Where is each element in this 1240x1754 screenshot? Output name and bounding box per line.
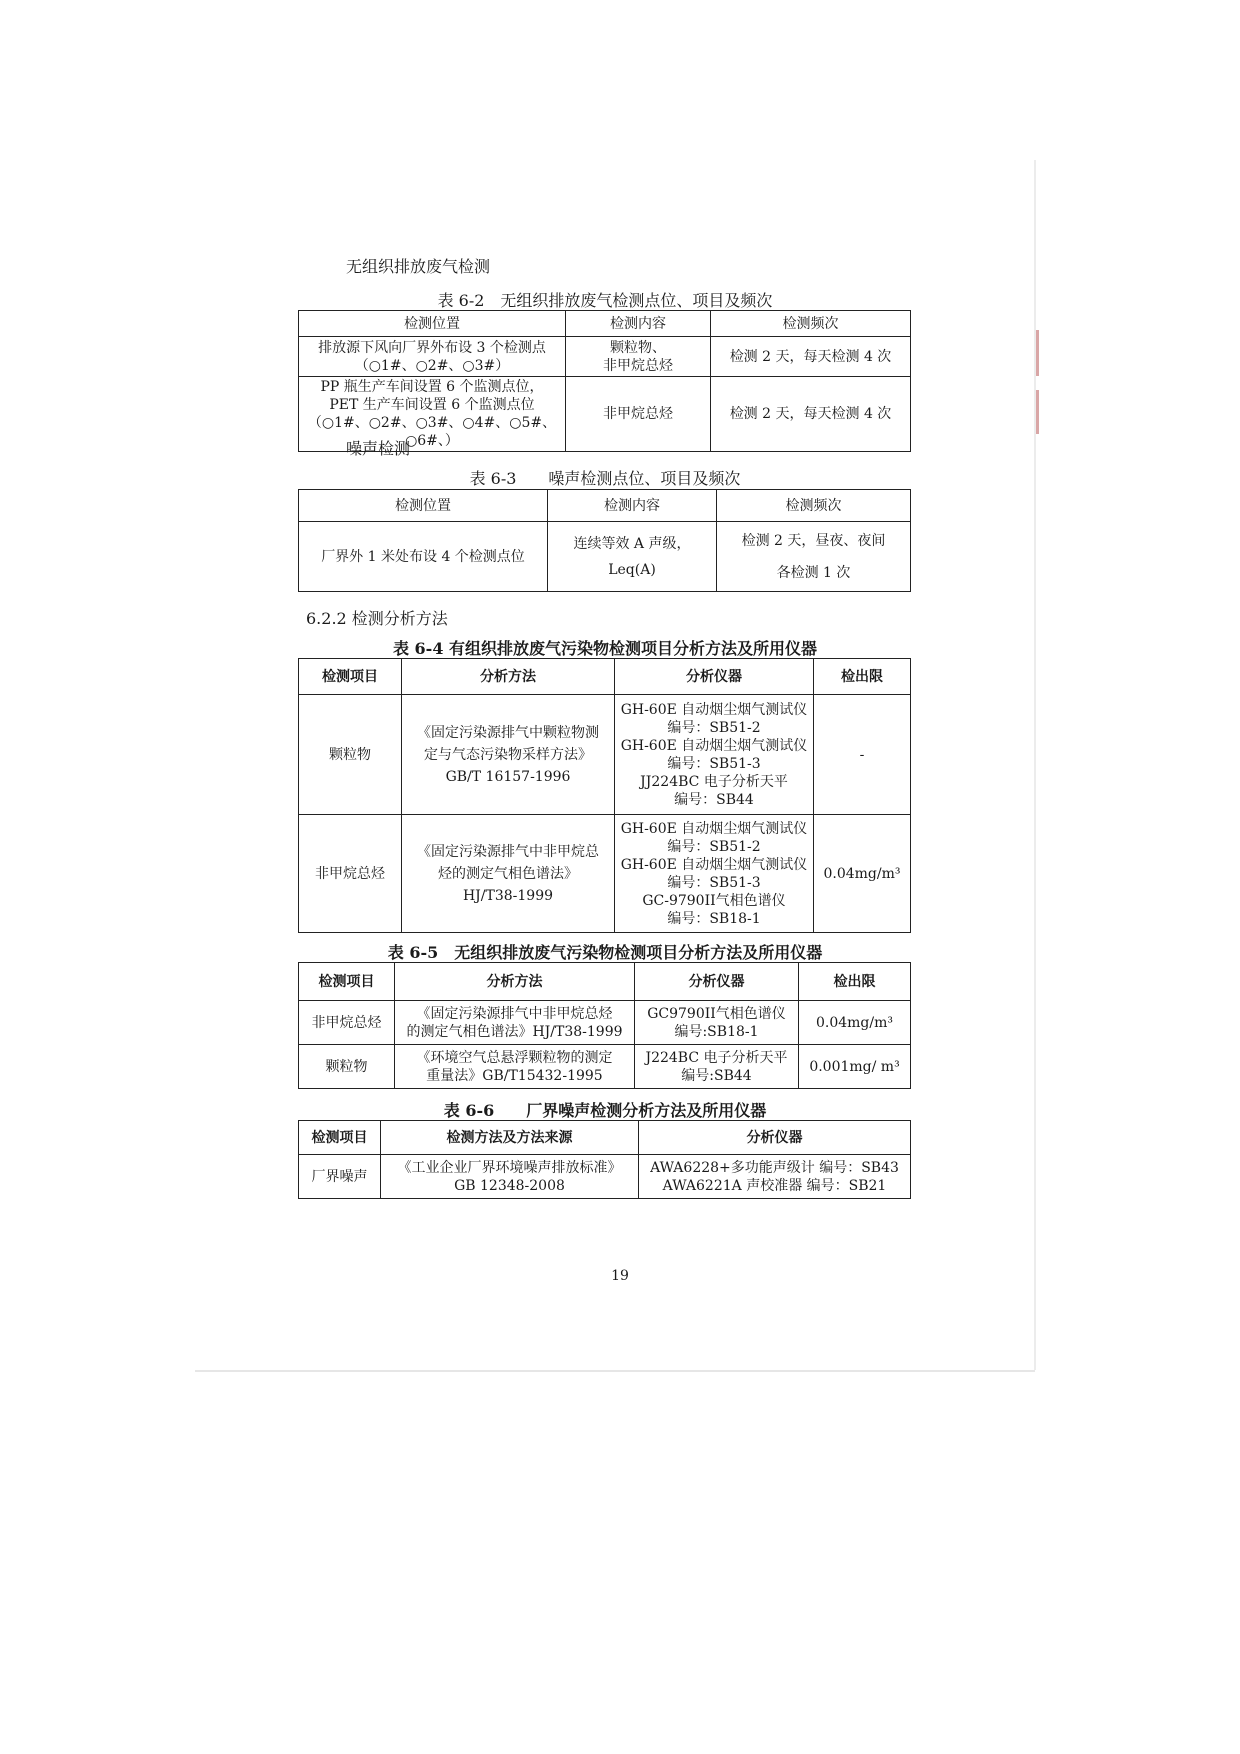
content-cell [548,522,717,592]
table-6-3-caption: 表 6-3 噪声检测点位、项目及频次 [469,469,741,488]
cell-text: 编号：SB51-3 [667,874,761,891]
cell-text: GB/T 16157-1996 [445,768,571,785]
instrument-cell [635,1045,799,1089]
cell-text: 排放源下风向厂界外布设 3 个检测点 [318,339,546,356]
table-row [299,522,911,592]
limit-cell: 0.001mg/ m³ [799,1045,911,1089]
table-row [299,815,911,933]
cell-text: HJ/T38-1999 [462,887,554,904]
cell-text: 重量法》GB/T15432-1995 [426,1067,603,1084]
table-6-4 [298,658,911,933]
cell-text: 编号:SB18-1 [674,1023,759,1040]
instrument-cell [615,695,814,815]
page-number: 19 [611,1268,629,1284]
cell-text: 编号：SB51-2 [667,838,761,855]
cell-text: 《固定污染源排气中非甲烷总 [417,843,599,860]
table-6-4-header: 分析仪器 [615,659,814,695]
section-heading-6-2-2: 6.2.2 检测分析方法 [306,609,448,628]
limit-cell: 0.04mg/m³ [799,1001,911,1045]
method-cell [395,1045,635,1089]
table-6-2-header: 检测频次 [711,311,911,337]
method-cell [402,815,615,933]
table-6-6 [298,1120,911,1199]
table-6-5-header: 检出限 [799,963,911,1001]
method-cell [402,695,615,815]
location-cell [299,377,566,452]
cell-text: 连续等效 A 声级， [573,535,691,552]
cell-text: 《环境空气总悬浮颗粒物的测定 [416,1049,613,1066]
cell-text: GH-60E 自动烟尘烟气测试仪 [620,820,808,837]
cell-text: 编号：SB51-3 [667,755,761,772]
table-6-6-header: 分析仪器 [639,1121,911,1155]
cell-text: 《固定污染源排气中颗粒物测 [417,724,599,741]
section-heading-noise: 噪声检测 [346,439,411,458]
cell-text: GH-60E 自动烟尘烟气测试仪 [620,856,808,873]
content-cell [566,377,711,452]
cell-text: J224BC 电子分析天平 [645,1049,788,1066]
table-6-6-caption: 表 6-6 厂界噪声检测分析方法及所用仪器 [443,1101,767,1120]
table-6-3-header: 检测内容 [548,490,717,522]
cell-text: GC9790II气相色谱仪 [647,1005,786,1022]
table-6-5 [298,962,911,1089]
content-cell [566,337,711,377]
table-6-4-header: 检出限 [814,659,911,695]
table-6-4-header: 分析方法 [402,659,615,695]
table-6-5-caption: 表 6-5 无组织排放废气污染物检测项目分析方法及所用仪器 [387,943,823,962]
table-6-5-header: 分析方法 [395,963,635,1001]
method-cell [381,1155,639,1199]
cell-text: 的测定气相色谱法》HJ/T38-1999 [406,1023,623,1040]
cell-text: 编号：SB51-2 [667,719,761,736]
cell-text: 《固定污染源排气中非甲烷总烃 [416,1005,613,1022]
cell-text: AWA6221A 声校准器 编号：SB21 [662,1177,887,1194]
cell-text: PET 生产车间设置 6 个监测点位 [329,397,535,413]
cell-text: JJ224BC 电子分析天平 [640,773,788,790]
cell-text: 非甲烷总烃 [603,406,673,422]
table-6-3-header: 检测位置 [299,490,548,522]
cell-text: Leq(A) [608,561,656,578]
cell-text: 编号：SB18-1 [667,910,761,927]
table-6-4-header: 检测项目 [299,659,402,695]
table-row [299,1001,911,1045]
cell-text: 编号：SB44 [674,791,754,808]
stamp-edge-mark [1036,390,1039,434]
table-row [299,1045,911,1089]
cell-text: GH-60E 自动烟尘烟气测试仪 [620,701,808,718]
cell-text: 定与气态污染物采样方法》 [424,746,592,763]
instrument-cell [639,1155,911,1199]
cell-text: 检测 2 天，昼夜、夜间 [741,532,886,549]
cell-text: 《工业企业厂界环境噪声排放标准》 [397,1159,622,1176]
table-6-2-header: 检测内容 [566,311,711,337]
cell-text: GC-9790II气相色谱仪 [642,892,786,909]
cell-text: 各检测 1 次 [776,564,851,581]
cell-text: AWA6228+多功能声级计 编号：SB43 [650,1159,899,1176]
stamp-edge-mark [1036,330,1039,376]
table-row [299,695,911,815]
cell-text: （○1#、○2#、○3#、○4#、○5#、○6#、） [307,415,557,449]
cell-text: 烃的测定气相色谱法》 [438,865,578,882]
table-6-2-caption: 表 6-2 无组织排放废气检测点位、项目及频次 [437,291,773,310]
scan-page-edge-bottom [195,1370,1035,1372]
cell-text: 编号:SB44 [681,1067,752,1084]
item-cell: 厂界噪声 [299,1155,381,1199]
table-6-5-header: 分析仪器 [635,963,799,1001]
table-6-2 [298,310,911,452]
frequency-cell [717,522,911,592]
method-cell [395,1001,635,1045]
limit-cell: 0.04mg/m³ [814,815,911,933]
instrument-cell [615,815,814,933]
cell-text: 非甲烷总烃 [603,357,673,374]
location-cell [299,337,566,377]
item-cell: 非甲烷总烃 [299,1001,395,1045]
table-6-6-header: 检测方法及方法来源 [381,1121,639,1155]
limit-cell: - [814,695,911,815]
item-cell: 颗粒物 [299,695,402,815]
table-6-6-header: 检测项目 [299,1121,381,1155]
item-cell: 颗粒物 [299,1045,395,1089]
cell-text: GH-60E 自动烟尘烟气测试仪 [620,737,808,754]
table-6-3 [298,489,911,592]
location-cell: 厂界外 1 米处布设 4 个检测点位 [299,522,548,592]
table-row [299,1155,911,1199]
cell-text: GB 12348-2008 [454,1177,565,1194]
item-cell: 非甲烷总烃 [299,815,402,933]
section-heading-unorganized: 无组织排放废气检测 [346,257,491,276]
instrument-cell [635,1001,799,1045]
frequency-cell: 检测 2 天，每天检测 4 次 [711,377,911,452]
frequency-cell: 检测 2 天，每天检测 4 次 [711,337,911,377]
table-row [299,337,911,377]
table-6-5-header: 检测项目 [299,963,395,1001]
cell-text: PP 瓶生产车间设置 6 个监测点位， [320,379,544,395]
cell-text: （○1#、○2#、○3#） [354,357,510,374]
cell-text: 颗粒物、 [610,339,666,356]
table-6-3-header: 检测频次 [717,490,911,522]
table-6-4-caption: 表 6-4 有组织排放废气污染物检测项目分析方法及所用仪器 [392,639,818,658]
table-6-2-header: 检测位置 [299,311,566,337]
